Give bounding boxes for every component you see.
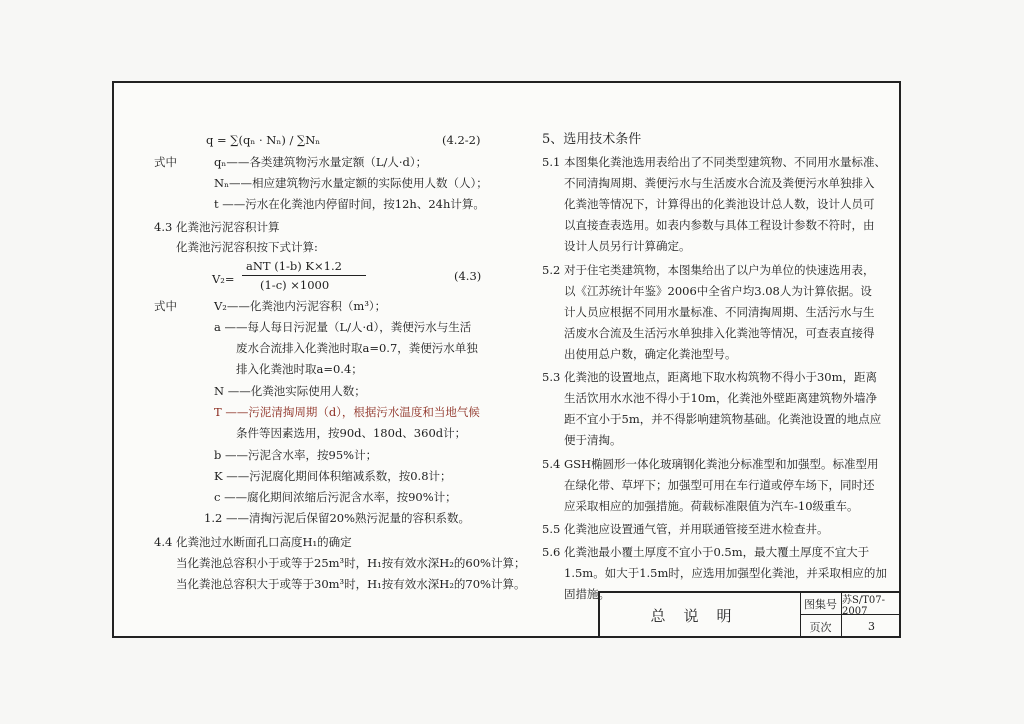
paragraph-line: 当化粪池总容积小于或等于25m³时，H₁按有效水深H₂的60%计算； <box>176 556 526 570</box>
paragraph-line: 5.4 GSH椭圆形一体化玻璃钢化粪池分标准型和加强型。标准型用 <box>542 457 879 471</box>
paragraph-line: 1.5m。如大于1.5m时，应选用加强型化粪池，并采取相应的加 <box>564 566 887 580</box>
definition-line: Nₙ——相应建筑物污水量定额的实际使用人数（人）； <box>214 176 488 190</box>
where-label: 式中 <box>154 299 177 313</box>
paragraph-line: 距不宜小于5m，并不得影响建筑物基础。化粪池设置的地点应 <box>564 412 882 426</box>
paragraph-line: 以直接查表选用。如表内参数与具体工程设计参数不符时，由 <box>564 218 875 232</box>
atlas-number: 苏S/T07-2007 <box>842 593 901 615</box>
paragraph-line: 以《江苏统计年鉴》2006中全省户均3.08人为计算依据。设 <box>564 284 872 298</box>
definition-line: T ——污泥清掏周期（d），根据污水温度和当地气候 <box>214 405 480 419</box>
section-heading: 5、选用技术条件 <box>542 132 642 147</box>
page-label: 页次 <box>800 615 842 638</box>
paragraph-line: 5.6 化粪池最小覆土厚度不宜小于0.5m，最大覆土厚度不宜大于 <box>542 545 870 559</box>
definition-line: 条件等因素选用，按90d、180d、360d计； <box>236 426 467 440</box>
paragraph-line: 固措施。 <box>564 587 610 601</box>
fraction-bar <box>242 275 366 276</box>
equation-4-2-2: q = ∑(qₙ · Nₙ) / ∑Nₙ <box>206 133 321 147</box>
paragraph-line: 5.5 化粪池应设置通气管，并用联通管接至进水检查井。 <box>542 522 829 536</box>
paragraph-line: 当化粪池总容积大于或等于30m³时，H₁按有效水深H₂的70%计算。 <box>176 577 526 591</box>
section-heading: 4.4 化粪池过水断面孔口高度H₁的确定 <box>154 535 352 549</box>
page-number: 3 <box>868 620 875 633</box>
paragraph-line: 设计人员另行计算确定。 <box>564 239 691 253</box>
definition-line: K ——污泥腐化期间体积缩减系数，按0.8计； <box>214 469 452 483</box>
paragraph-line: 5.2 对于住宅类建筑物，本图集给出了以户为单位的快速选用表， <box>542 263 875 277</box>
paragraph-line: 生活饮用水水池不得小于10m，化粪池外壁距离建筑物外墙净 <box>564 391 878 405</box>
paragraph-line: 便于清掏。 <box>564 433 622 447</box>
equation-number: (4.3) <box>454 269 482 283</box>
definition-line: a ——每人每日污泥量（L/人·d），粪便污水与生活 <box>214 320 472 334</box>
drawing-title: 总说明 <box>600 593 801 638</box>
paragraph-line: 出使用总户数，确定化粪池型号。 <box>564 347 737 361</box>
paragraph-line: 活废水合流及生活污水单独排入化粪池等情况，可查表直接得 <box>564 326 875 340</box>
definition-line: c ——腐化期间浓缩后污泥含水率，按90%计； <box>214 490 457 504</box>
fraction-numerator: aNT (1-b) K×1.2 <box>246 259 342 273</box>
definition-line: N ——化粪池实际使用人数； <box>214 384 366 398</box>
definition-line: 排入化粪池时取a=0.4； <box>236 362 363 376</box>
definition-line: b ——污泥含水率，按95%计； <box>214 448 378 462</box>
paragraph-line: 5.3 化粪池的设置地点，距离地下取水构筑物不得小于30m，距离 <box>542 370 877 384</box>
paragraph-line: 化粪池污泥容积按下式计算: <box>176 240 318 254</box>
paragraph-line: 应采取相应的加强措施。荷载标准限值为汽车-10级重车。 <box>564 499 859 513</box>
drawing-sheet <box>112 81 901 638</box>
equation-lhs: V₂= <box>212 272 235 286</box>
paragraph-line: 在绿化带、草坪下；加强型可用在车行道或停车场下，同时还 <box>564 478 875 492</box>
definition-line: t ——污水在化粪池内停留时间，按12h、24h计算。 <box>214 197 485 211</box>
paragraph-line: 不同清掏周期、粪便污水与生活废水合流及粪便污水单独排入 <box>564 176 875 190</box>
definition-line: V₂——化粪池内污泥容积（m³）； <box>214 299 387 313</box>
section-heading: 4.3 化粪池污泥容积计算 <box>154 220 280 234</box>
paragraph-line: 化粪池等情况下，计算得出的化粪池设计总人数，设计人员可 <box>564 197 875 211</box>
paragraph-line: 计人员应根据不同用水量标准、不同清掏周期、生活污水与生 <box>564 305 875 319</box>
title-block <box>598 591 901 638</box>
definition-line: 1.2 ——清掏污泥后保留20%熟污泥量的容积系数。 <box>204 511 471 525</box>
paragraph-line: 5.1 本图集化粪池选用表给出了不同类型建筑物、不同用水量标准、 <box>542 155 886 169</box>
equation-number: (4.2-2) <box>442 133 481 147</box>
definition-line: 废水合流排入化粪池时取a=0.7，粪便污水单独 <box>236 341 478 355</box>
fraction-denominator: (1-c) ×1000 <box>260 278 330 292</box>
definition-line: qₙ——各类建筑物污水量定额（L/人·d）； <box>214 155 428 169</box>
where-label: 式中 <box>154 155 177 169</box>
atlas-number-label: 图集号 <box>800 593 842 615</box>
